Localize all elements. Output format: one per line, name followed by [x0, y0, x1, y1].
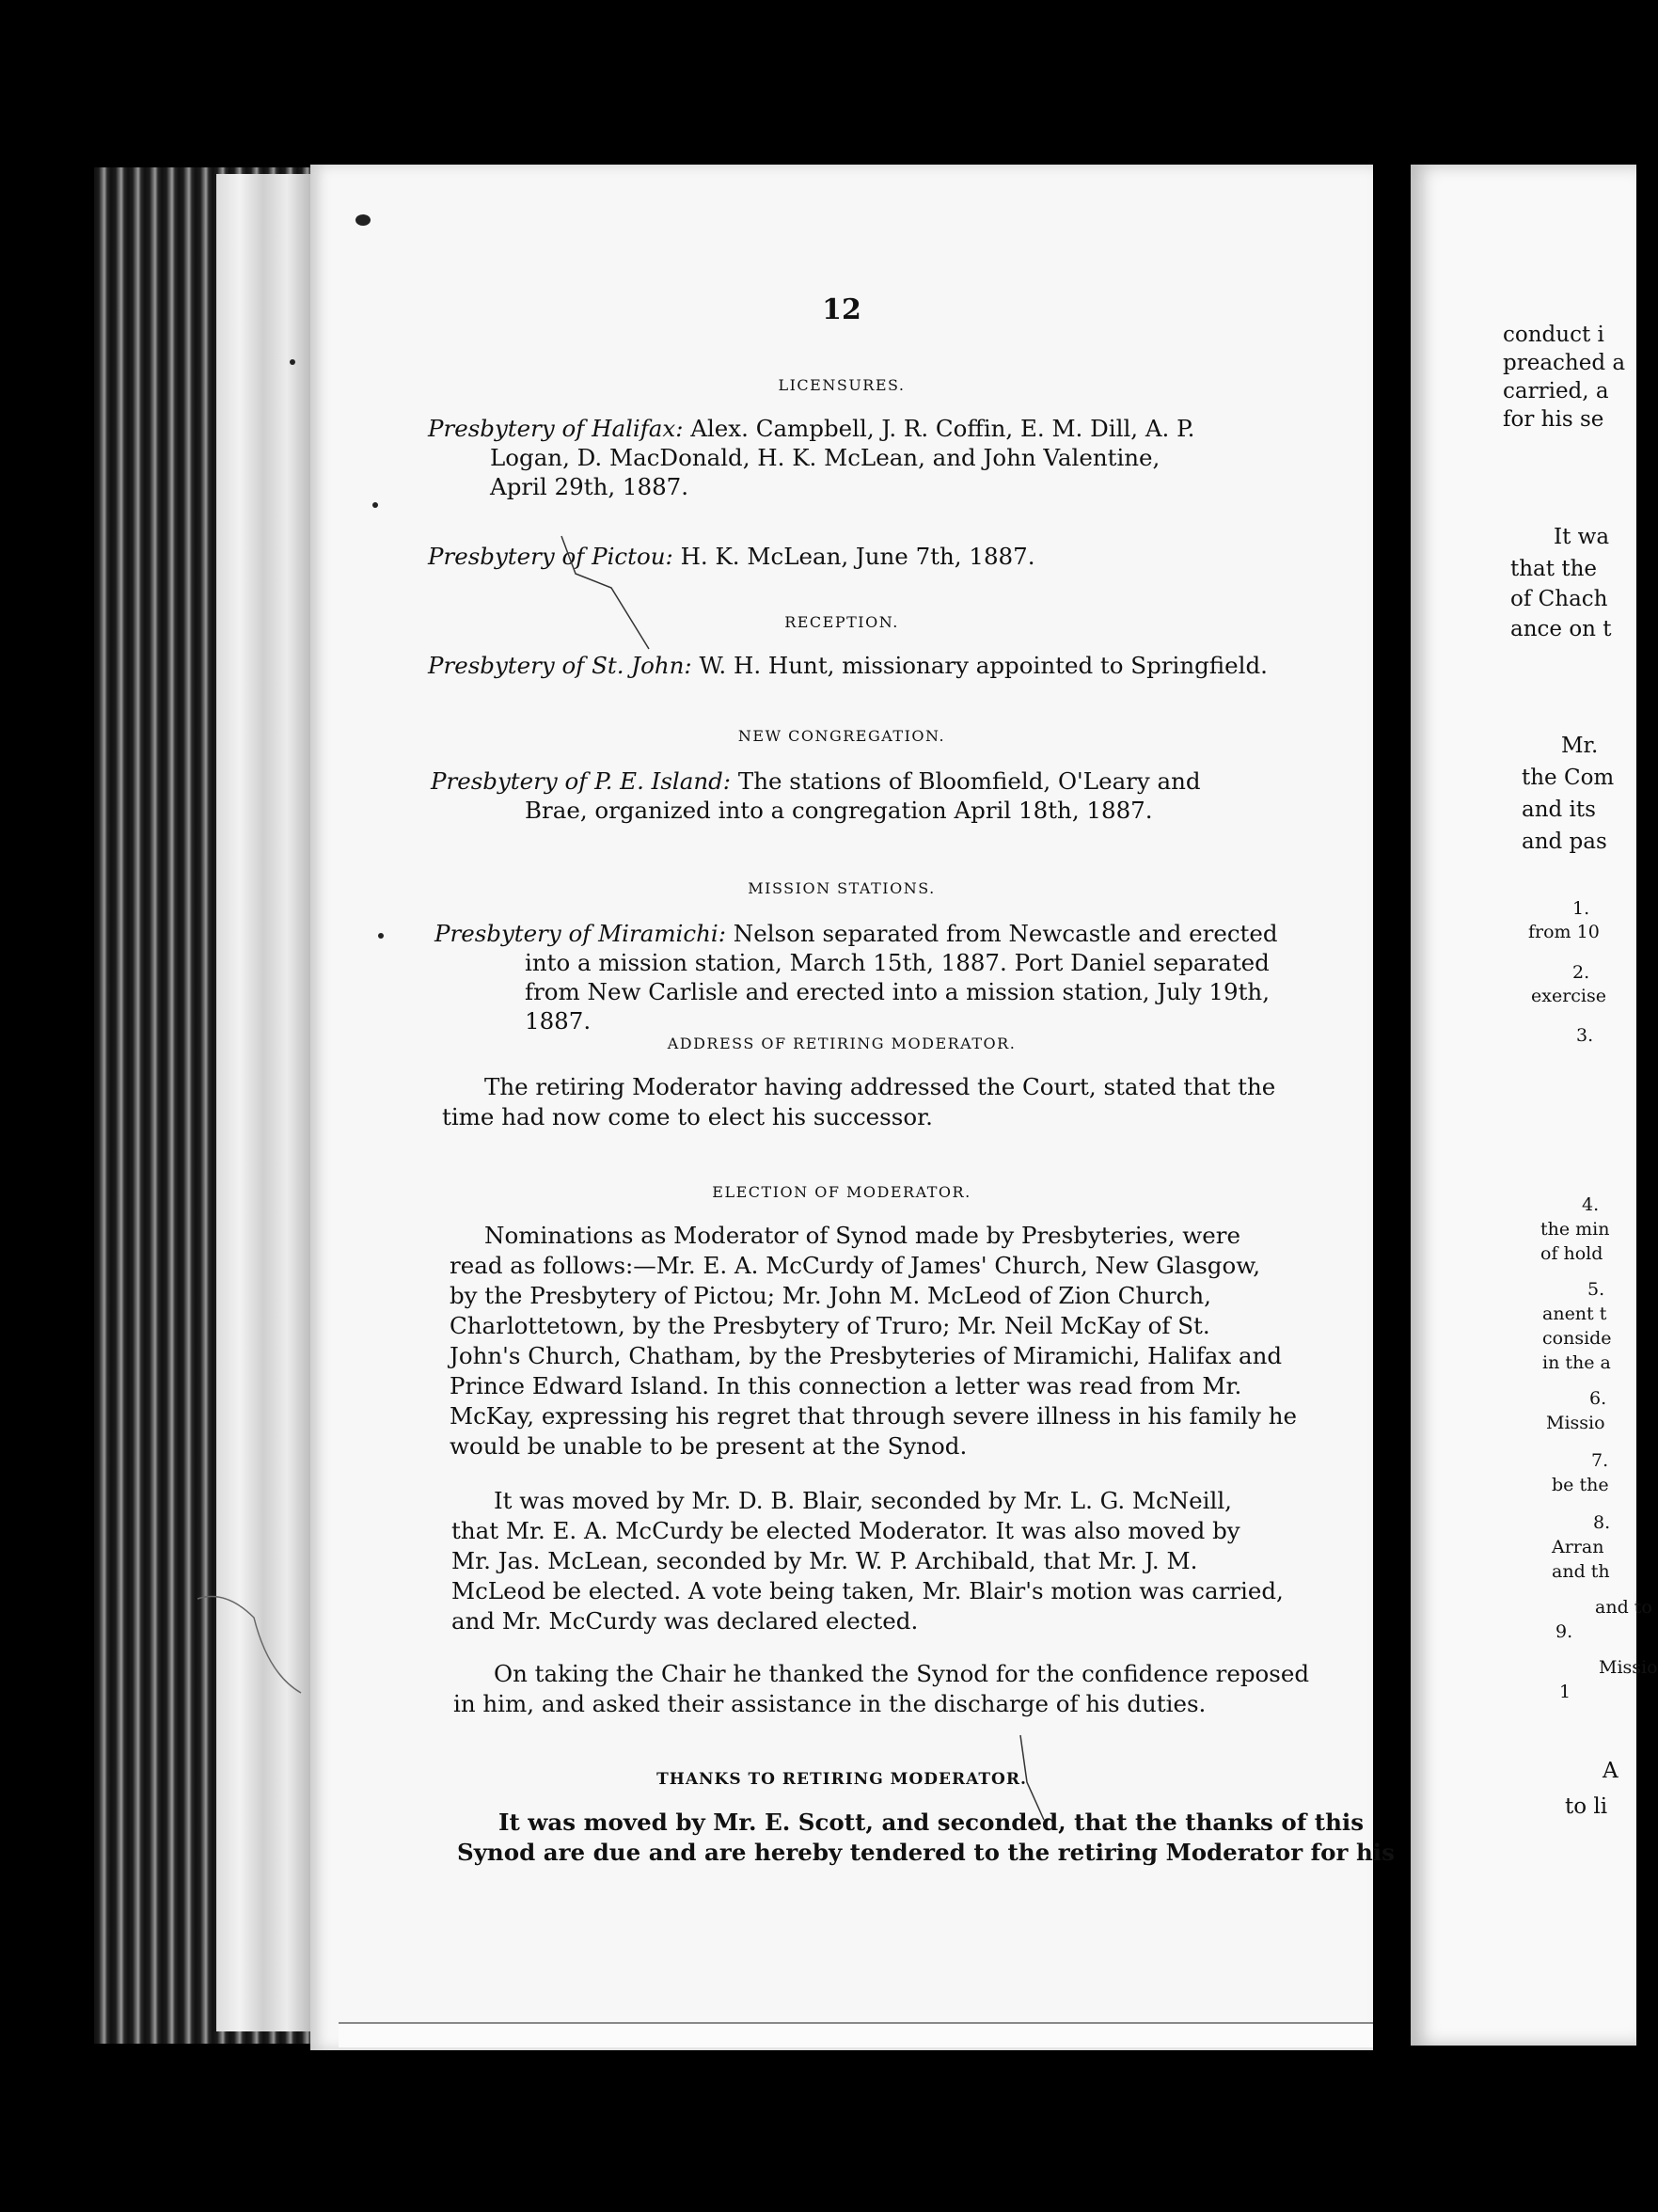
election-para1-line8: would be unable to be present at the Synod.: [450, 1432, 968, 1460]
presbytery-name: Presbytery of Pictou:: [428, 543, 673, 570]
right-fragment: 1.: [1572, 898, 1590, 919]
entry-text: Nelson separated from Newcastle and erected: [733, 920, 1278, 947]
right-fragment: ance on t: [1510, 617, 1612, 641]
right-fragment: the Com: [1522, 766, 1615, 790]
election-para1-line4: Charlottetown, by the Presbytery of Truro; Mr. Neil McKay of St.: [450, 1312, 1210, 1339]
right-fragment: carried, a: [1503, 379, 1609, 403]
presbytery-name: Presbytery of St. John:: [428, 652, 692, 679]
heading-new-congregation: NEW CONGREGATION.: [737, 727, 946, 745]
election-para1-line7: McKay, expressing his regret that through severe illness in his family he: [450, 1402, 1298, 1430]
entry-halifax-line3: April 29th, 1887.: [490, 473, 689, 500]
right-fragment: conduct i: [1503, 323, 1604, 347]
right-fragment: for his se: [1503, 407, 1604, 432]
thanks-line1: It was moved by Mr. E. Scott, and seconded, that the thanks of this: [498, 1809, 1365, 1836]
entry-pe-island-line2: Brae, organized into a congregation April 18th, 1887.: [525, 797, 1153, 824]
entry-text: Alex. Campbell, J. R. Coffin, E. M. Dill, A. P.: [690, 415, 1195, 442]
right-fragment: to li: [1565, 1794, 1608, 1819]
right-fragment: from 10: [1528, 922, 1600, 942]
right-fragment: conside: [1542, 1328, 1612, 1349]
heading-election: ELECTION OF MODERATOR.: [712, 1183, 971, 1201]
election-para1-line6: Prince Edward Island. In this connection a letter was read from Mr.: [450, 1372, 1242, 1399]
entry-miramichi-line3: from New Carlisle and erected into a mission station, July 19th,: [525, 978, 1271, 1005]
right-fragment: and to: [1595, 1597, 1652, 1618]
entry-text: The stations of Bloomfield, O'Leary and: [737, 767, 1201, 795]
right-fragment: 4.: [1582, 1194, 1600, 1215]
right-fragment: anent t: [1542, 1304, 1607, 1324]
right-fragment: in the a: [1542, 1352, 1611, 1373]
right-fragment: 5.: [1587, 1279, 1605, 1300]
right-fragment: 3.: [1576, 1025, 1594, 1046]
right-fragment: A: [1603, 1759, 1619, 1783]
entry-text: W. H. Hunt, missionary appointed to Springfield.: [699, 652, 1268, 679]
election-para1-line2: read as follows:—Mr. E. A. McCurdy of James' Church, New Glasgow,: [450, 1252, 1261, 1279]
election-para1-line3: by the Presbytery of Pictou; Mr. John M. McLeod of Zion Church,: [450, 1282, 1211, 1309]
right-fragment: and pas: [1522, 830, 1607, 854]
right-fragment: the min: [1540, 1219, 1610, 1240]
right-fragment: Mr.: [1561, 734, 1599, 758]
presbytery-name: Presbytery of Miramichi:: [434, 920, 726, 947]
right-fragment: and its: [1522, 798, 1596, 822]
entry-halifax-line2: Logan, D. MacDonald, H. K. McLean, and John Valentine,: [490, 444, 1161, 471]
heading-mission-stations: MISSION STATIONS.: [748, 879, 936, 897]
address-line1: The retiring Moderator having addressed the Court, stated that the: [484, 1073, 1276, 1100]
entry-text: H. K. McLean, June 7th, 1887.: [680, 543, 1035, 570]
election-para2-line5: and Mr. McCurdy was declared elected.: [451, 1607, 919, 1635]
right-fragment: Missio: [1546, 1413, 1605, 1433]
right-fragment: 7.: [1591, 1450, 1609, 1471]
election-para1-line1: Nominations as Moderator of Synod made by Presbyteries, were: [484, 1222, 1240, 1249]
right-fragment: that the: [1510, 557, 1597, 581]
page-number: 12: [822, 293, 861, 326]
entry-miramichi-line4: 1887.: [525, 1007, 592, 1035]
heading-licensures: LICENSURES.: [778, 376, 906, 394]
right-fragment: 8.: [1593, 1512, 1611, 1533]
heading-reception: RECEPTION.: [784, 613, 899, 631]
right-fragment: 1: [1559, 1682, 1571, 1702]
address-line2: time had now come to elect his successor.: [442, 1103, 933, 1130]
right-fragment: preached a: [1503, 351, 1626, 375]
right-fragment: 6.: [1589, 1388, 1607, 1409]
right-fragment: 9.: [1555, 1621, 1573, 1642]
right-fragment: of hold: [1540, 1243, 1603, 1264]
election-para3-line2: in him, and asked their assistance in the discharge of his duties.: [453, 1690, 1207, 1717]
election-para3-line1: On taking the Chair he thanked the Synod for the confidence reposed: [494, 1660, 1310, 1687]
heading-thanks: THANKS TO RETIRING MODERATOR.: [656, 1770, 1027, 1789]
right-fragment: Arran: [1552, 1537, 1604, 1557]
right-fragment: exercise: [1531, 986, 1606, 1006]
election-para1-line5: John's Church, Chatham, by the Presbyteries of Miramichi, Halifax and: [450, 1342, 1283, 1369]
right-fragment: 2.: [1572, 962, 1590, 983]
heading-address: ADDRESS OF RETIRING MODERATOR.: [667, 1035, 1017, 1052]
right-fragment: Missio: [1599, 1657, 1658, 1678]
presbytery-name: Presbytery of P. E. Island:: [431, 767, 732, 795]
right-fragment: of Chach: [1510, 587, 1608, 611]
right-fragment: It wa: [1554, 525, 1610, 549]
election-para2-line3: Mr. Jas. McLean, seconded by Mr. W. P. Archibald, that Mr. J. M.: [451, 1547, 1198, 1574]
entry-miramichi-line2: into a mission station, March 15th, 1887. Port Daniel separated: [525, 949, 1270, 976]
election-para2-line4: McLeod be elected. A vote being taken, Mr. Blair's motion was carried,: [451, 1577, 1284, 1604]
right-fragment: and th: [1552, 1561, 1610, 1582]
election-para2-line2: that Mr. E. A. McCurdy be elected Moderator. It was also moved by: [451, 1517, 1240, 1544]
right-fragment: be the: [1552, 1475, 1609, 1495]
presbytery-name: Presbytery of Halifax:: [428, 415, 684, 442]
election-para2-line1: It was moved by Mr. D. B. Blair, seconded by Mr. L. G. McNeill,: [494, 1487, 1232, 1514]
thanks-line2: Synod are due and are hereby tendered to the retiring Moderator for his: [457, 1839, 1395, 1866]
